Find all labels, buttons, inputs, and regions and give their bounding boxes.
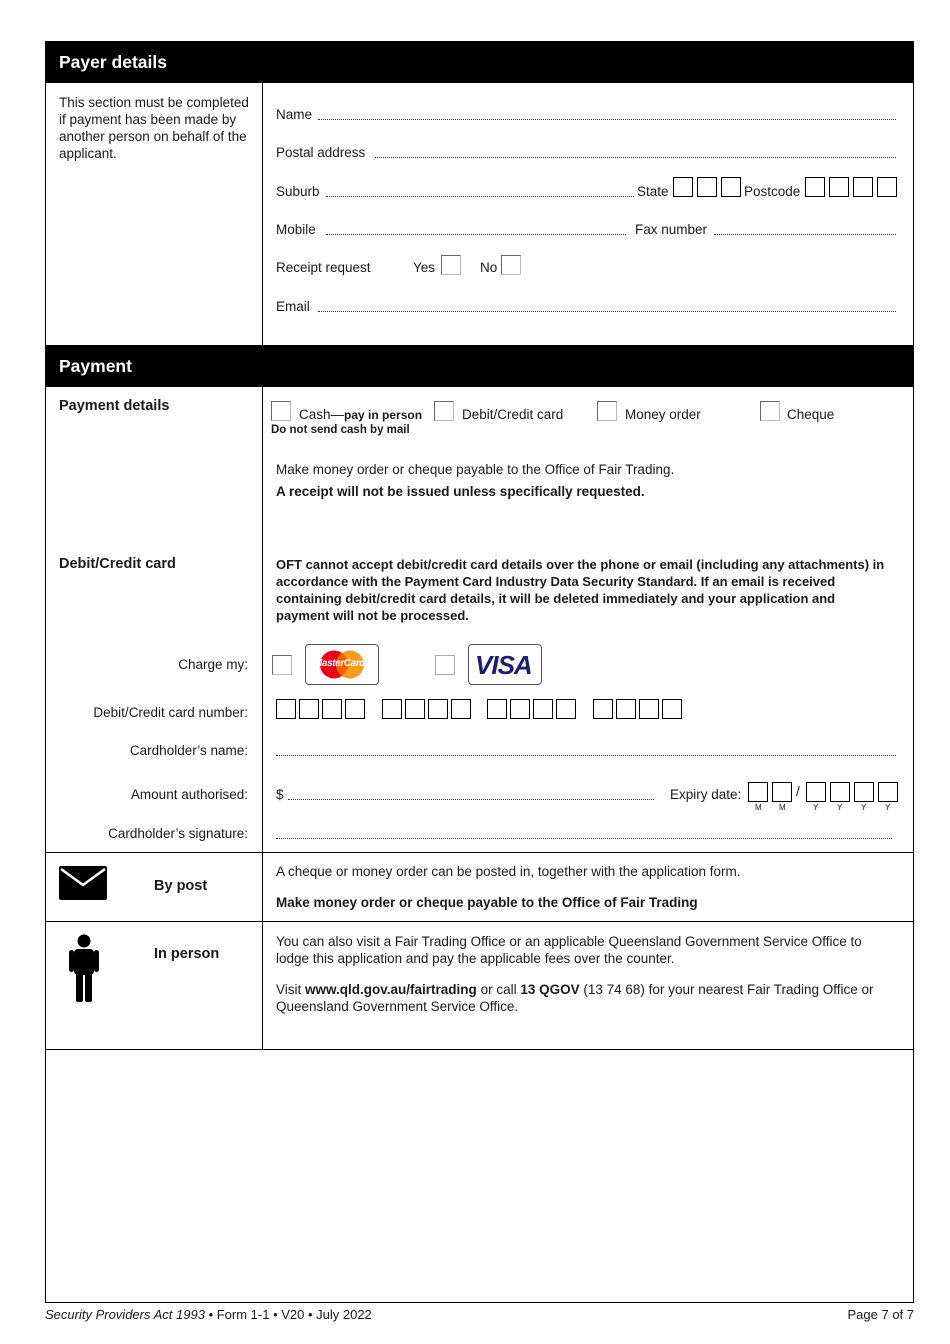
payable-note: Make money order or cheque payable to the Office of Fair Trading. [276, 462, 675, 477]
currency-symbol: $ [276, 787, 284, 802]
cash-option [299, 407, 422, 422]
payer-email-label: Email [276, 299, 310, 314]
expiry-hint: M [755, 803, 762, 812]
payer-state-label: State [637, 184, 669, 199]
row-divider [45, 852, 914, 853]
card-checkbox[interactable] [434, 401, 454, 421]
payer-fax-field[interactable] [714, 234, 896, 235]
cardholder-name-field[interactable] [276, 755, 896, 756]
digit-box[interactable] [593, 699, 613, 719]
payer-mobile-label: Mobile [276, 222, 316, 237]
charge-label: Charge my: [178, 657, 248, 672]
in-person-text: You can also visit a Fair Trading Office or an applicable Queensland Government Service Office to lodge this application and pay the applicable fees over the counter. [276, 934, 862, 966]
payer-postal-label: Postal address [276, 145, 366, 160]
digit-box[interactable] [428, 699, 448, 719]
envelope-icon [59, 866, 107, 900]
payment-heading: Payment [45, 345, 914, 387]
payer-fax-label: Fax number [635, 222, 708, 237]
digit-box[interactable] [639, 699, 659, 719]
payer-suburb-label: Suburb [276, 184, 320, 199]
postcode-box[interactable] [805, 177, 825, 197]
card-section-label: Debit/Credit card [59, 556, 176, 572]
expiry-separator: / [796, 784, 800, 799]
expiry-hint: Y [861, 803, 867, 812]
card-warning: OFT cannot accept debit/credit card details over the phone or email (including any attachments) in accordance with the Payment Card Industry Data Security Standard. If an email is received containing debit/credit card details, it will be deleted immediately and your application and payment will not be processed. [276, 557, 885, 623]
digit-box[interactable] [345, 699, 365, 719]
receipt-yes-label: Yes [413, 260, 436, 275]
visit-text: Visit [276, 982, 302, 997]
by-post-bold: Make money order or cheque payable to the Office of Fair Trading [276, 895, 698, 910]
cash-separator: — [330, 407, 345, 422]
expiry-month-box[interactable] [772, 782, 792, 802]
visa-text: VISA [475, 650, 532, 680]
state-box[interactable] [697, 177, 717, 197]
digit-box[interactable] [556, 699, 576, 719]
payer-postcode-label: Postcode [744, 184, 801, 199]
digit-box[interactable] [299, 699, 319, 719]
cash-note: pay in person [344, 408, 423, 422]
cash-subnote: Do not send cash by mail [271, 424, 410, 436]
cardholder-name-label: Cardholder’s name: [129, 743, 248, 758]
payer-name-field[interactable] [318, 119, 896, 120]
payer-name-label: Name [276, 107, 313, 122]
digit-box[interactable] [276, 699, 296, 719]
digit-box[interactable] [382, 699, 402, 719]
digit-box[interactable] [616, 699, 636, 719]
cheque-label: Cheque [787, 407, 835, 422]
digit-box[interactable] [662, 699, 682, 719]
amount-field[interactable] [288, 799, 654, 800]
footer-act: Security Providers Act 1993 [45, 1307, 205, 1322]
postcode-box[interactable] [853, 177, 873, 197]
amount-label: Amount authorised: [130, 787, 248, 802]
payer-mobile-field[interactable] [326, 234, 626, 235]
by-post-text: A cheque or money order can be posted in, together with the application form. [276, 864, 741, 879]
expiry-hint: Y [813, 803, 819, 812]
money-order-checkbox[interactable] [597, 401, 617, 421]
footer-page-number: Page 7 of 7 [847, 1307, 914, 1322]
footer-left [45, 1307, 372, 1322]
in-person-visit [276, 981, 896, 1015]
by-post-label: By post [154, 878, 208, 894]
signature-label: Cardholder’s signature: [108, 826, 248, 841]
payment-details-label: Payment details [59, 398, 170, 414]
digit-box[interactable] [510, 699, 530, 719]
card-number-label: Debit/Credit card number: [93, 705, 248, 720]
expiry-month-box[interactable] [748, 782, 768, 802]
money-order-label: Money order [625, 407, 701, 422]
expiry-hint: Y [885, 803, 891, 812]
digit-box[interactable] [533, 699, 553, 719]
person-icon [69, 934, 99, 1004]
cash-checkbox[interactable] [271, 401, 291, 421]
website-link[interactable]: www.qld.gov.au/fairtrading [305, 982, 477, 997]
in-person-label: In person [154, 946, 220, 962]
state-box[interactable] [673, 177, 693, 197]
digit-box[interactable] [322, 699, 342, 719]
receipt-note: A receipt will not be issued unless specifically requested. [276, 484, 645, 499]
card-option-label: Debit/Credit card [462, 407, 564, 422]
digit-box[interactable] [451, 699, 471, 719]
phone-rest-text: (13 74 68) for your nearest Fair Trading Office or Queensland Government Service Office. [276, 982, 874, 1014]
expiry-year-box[interactable] [830, 782, 850, 802]
mastercard-text: MasterCard [314, 658, 366, 669]
or-call-text: or call [480, 982, 517, 997]
expiry-label: Expiry date: [670, 787, 742, 802]
receipt-no-checkbox[interactable] [501, 255, 521, 275]
payer-suburb-field[interactable] [326, 196, 634, 197]
expiry-year-box[interactable] [878, 782, 898, 802]
row-divider [45, 1049, 914, 1050]
state-box[interactable] [721, 177, 741, 197]
visa-checkbox[interactable] [435, 655, 455, 675]
postcode-box[interactable] [877, 177, 897, 197]
mastercard-logo [305, 644, 379, 685]
cash-label: Cash [299, 407, 331, 422]
digit-box[interactable] [487, 699, 507, 719]
payer-email-field[interactable] [318, 311, 896, 312]
digit-box[interactable] [405, 699, 425, 719]
receipt-yes-checkbox[interactable] [441, 255, 461, 275]
receipt-no-label: No [480, 260, 498, 275]
cheque-checkbox[interactable] [760, 401, 780, 421]
expiry-hint: M [779, 803, 786, 812]
payer-postal-field[interactable] [375, 157, 896, 158]
footer-form: • Form 1-1 • V20 • July 2022 [208, 1307, 372, 1322]
payer-details-heading: Payer details [45, 41, 914, 83]
expiry-hint: Y [837, 803, 843, 812]
signature-field[interactable] [276, 838, 892, 839]
expiry-year-box[interactable] [806, 782, 826, 802]
column-divider [262, 83, 263, 345]
receipt-request-label: Receipt request [276, 260, 371, 275]
postcode-box[interactable] [829, 177, 849, 197]
phone-number: 13 QGOV [520, 982, 580, 997]
expiry-year-box[interactable] [854, 782, 874, 802]
payer-note: This section must be completed if payment has been made by another person on behalf of the applicant. [59, 95, 249, 161]
row-divider [45, 921, 914, 922]
column-divider [262, 387, 263, 1050]
mastercard-checkbox[interactable] [272, 655, 292, 675]
visa-logo [468, 644, 542, 685]
